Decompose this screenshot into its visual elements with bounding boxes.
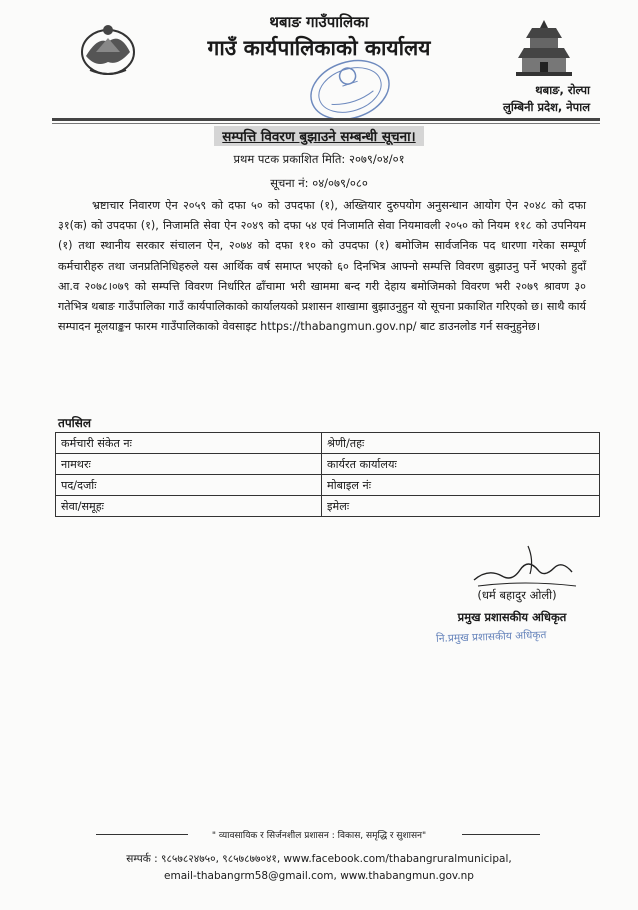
office-stamp-icon bbox=[300, 54, 400, 126]
table-row bbox=[56, 454, 600, 475]
signatory-designation: प्रमुख प्रशासकीय अधिकृत bbox=[457, 610, 567, 624]
table-row bbox=[56, 433, 600, 454]
table-cell-employee-code: कर्मचारी संकेत नः bbox=[56, 433, 322, 454]
table-cell-grade: श्रेणी/तहः bbox=[322, 433, 600, 454]
notice-title-wrap bbox=[0, 126, 638, 146]
published-date: प्रथम पटक प्रकाशित मिति: २०७९/०४/०१ bbox=[233, 152, 405, 166]
body-text-part2: बाट डाउनलोड गर्न सक्नुहुनेछ। bbox=[416, 320, 541, 334]
table-row bbox=[56, 475, 600, 496]
notice-number: सूचना नं: ०४/०७९/०८० bbox=[270, 176, 368, 190]
footer-contact-phone-facebook: सम्पर्क : ९८५७८२४७५०, ९८५७८७७०४१, www.facebook.com/thabangruralmunicipal, bbox=[126, 853, 512, 865]
signatory-stamp: नि.प्रमुख प्रशासकीय अधिकृत bbox=[435, 629, 547, 645]
table-cell-service: सेवा/समूहः bbox=[56, 496, 322, 517]
notice-body bbox=[58, 196, 586, 337]
office-address bbox=[503, 82, 590, 116]
table-cell-name: नामथरः bbox=[56, 454, 322, 475]
address-line-1: थबाङ, रोल्पा bbox=[535, 83, 590, 97]
address-line-2: लुम्बिनी प्रदेश, नेपाल bbox=[503, 100, 590, 114]
office-name: गाउँ कार्यपालिकाको कार्यालय bbox=[207, 36, 431, 60]
footer-slogan: " व्यावसायिक र सिर्जनशील प्रशासन : विकास, समृद्धि र सुशासन" bbox=[211, 831, 427, 841]
header-divider-thin bbox=[52, 123, 600, 124]
footer-contact-email-web: email-thabangrm58@gmail.com, www.thabangmun.gov.np bbox=[164, 870, 474, 882]
signatory-name: (धर्म बहादुर ओली) bbox=[477, 588, 557, 602]
notice-title: सम्पत्ति विवरण बुझाउने सम्बन्धी सूचना। bbox=[214, 126, 423, 146]
municipality-name: थबाङ गाउँपालिका bbox=[269, 13, 369, 31]
table-cell-office: कार्यरत कार्यालयः bbox=[322, 454, 600, 475]
table-row bbox=[56, 496, 600, 517]
table-cell-mobile: मोबाइल नंः bbox=[322, 475, 600, 496]
website-link[interactable]: https://thabangmun.gov.np/ bbox=[260, 320, 417, 334]
table-cell-position: पद/दर्जाः bbox=[56, 475, 322, 496]
details-heading: तपसिल bbox=[58, 416, 92, 430]
header-divider bbox=[52, 118, 600, 121]
details-table bbox=[55, 432, 600, 517]
body-text-part1: भ्रष्टाचार निवारण ऐन २०५९ को दफा ५० को उपदफा (१), अख्तियार दुरुपयोग अनुसन्धान आयोग ऐन २०४८ को दफा ३१(क) को उपदफा (१), निजामति सेवा ऐन २०४९ को दफा ५४ एवं निजामति सेवा नियमावली २०५० को नियम ११८ को उपनियम (१) तथा स्थानीय सरकार संचालन ऐन, २०७४ को दफा ११० को उपदफा (१) बमोजिम सार्वजनिक पद धारणा गरेका सम्पूर्ण कर्मचारीहरु तथा जनप्रतिनिधिहरुले यस आर्थिक वर्ष समाप्त भएको ६० दिनभित्र आफ्नो सम्पत्ति विवरण बुझाउनु पर्ने भएको हुदाँ आ.व २०७८।०७९ को सम्पत्ति विवरण निर्धारित ढाँचामा भरी खाममा बन्द गरी देहाय बमोजिमको विवरण भरी २०७९ श्रावण ३० गतेभित्र थबाङ गाउँपालिका गाउँ कार्यपालिकाको कार्यालयको प्रशासन शाखामा बुझाउनुहुन यो सूचना प्रकाशित गरिएको छ। साथै कार्य सम्पादन मूलयाङ्कन फारम गाउँपालिकाको वेवसाइट bbox=[58, 199, 586, 334]
table-cell-email: इमेलः bbox=[322, 496, 600, 517]
